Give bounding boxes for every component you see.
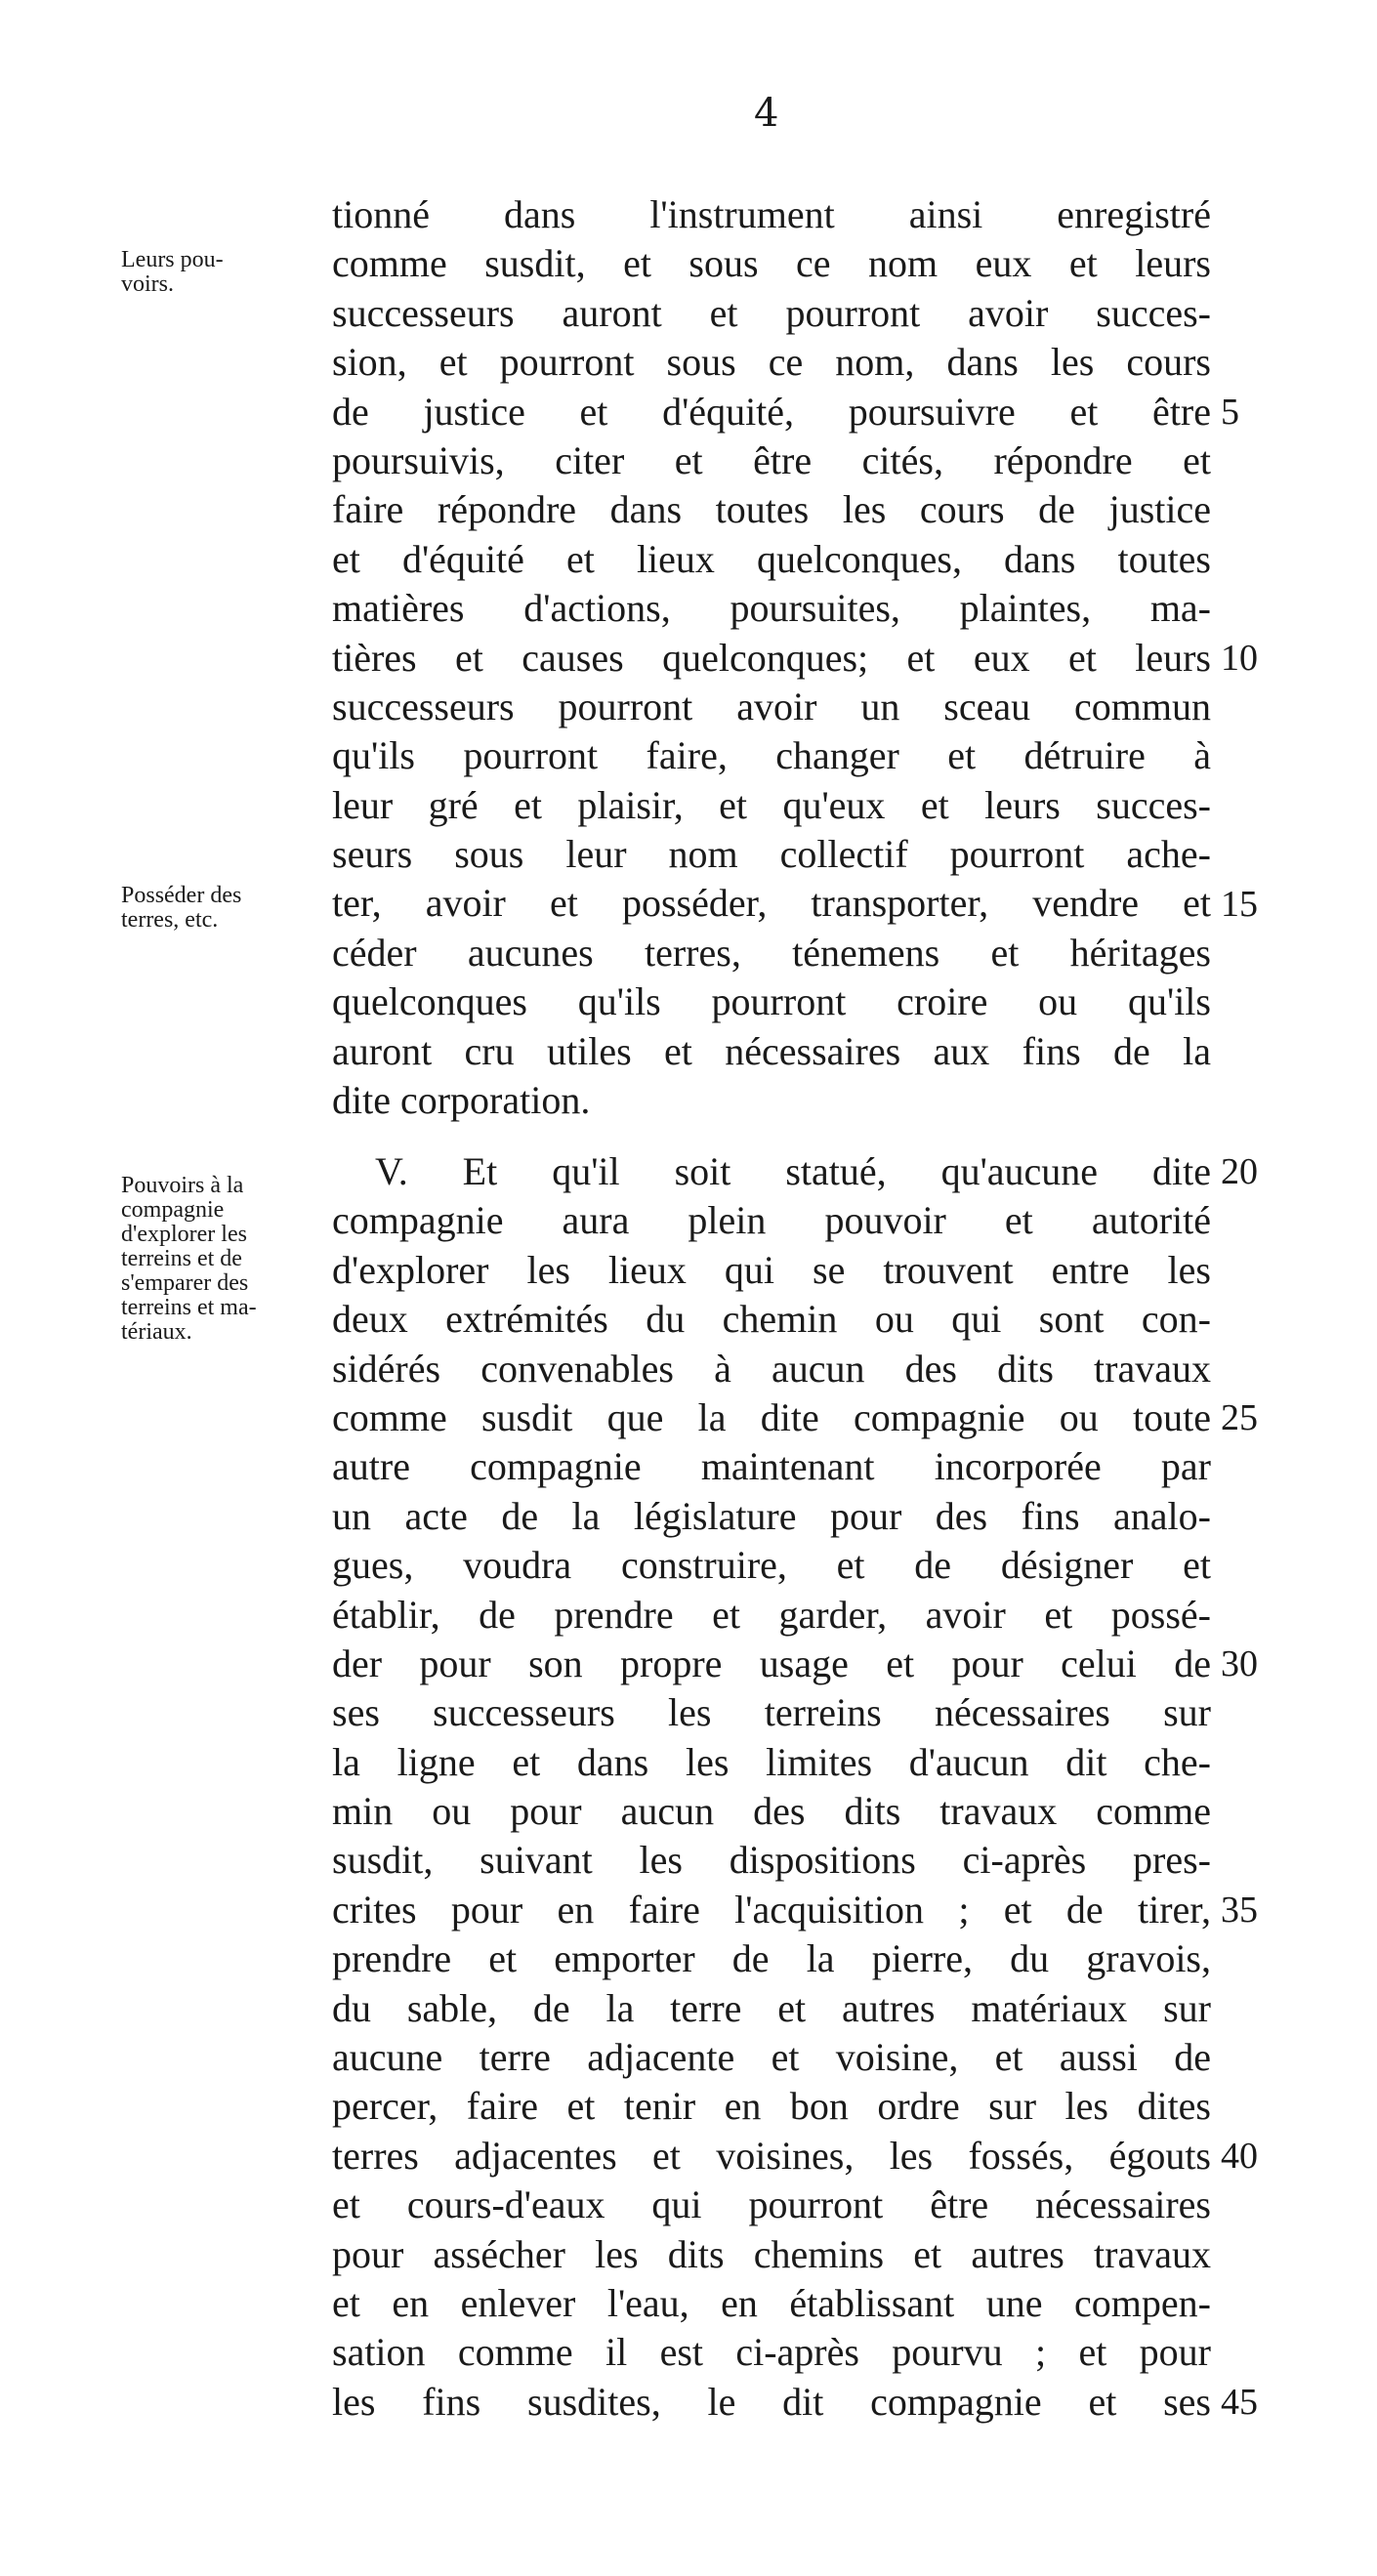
text-line: qu'ils pourront faire, changer et détruire à — [332, 733, 1211, 778]
text-line: V. Et qu'il soit statué, qu'aucune dite — [375, 1149, 1211, 1193]
text-line: ter, avoir et posséder, transporter, vendre et — [332, 881, 1211, 926]
text-line: sidérés convenables à aucun des dits travaux — [332, 1346, 1211, 1391]
text-line: et en enlever l'eau, en établissant une compen- — [332, 2280, 1211, 2325]
line-number: 40 — [1221, 2136, 1258, 2177]
margin-note-posseder-terres — [121, 884, 321, 933]
text-line: les fins susdites, le dit compagnie et ses — [332, 2379, 1211, 2424]
margin-note-line: Pouvoirs à la — [121, 1173, 244, 1198]
text-line: successeurs auront et pourront avoir succes- — [332, 290, 1211, 335]
margin-note-line: terreins et de — [121, 1246, 242, 1271]
text-line: crites pour en faire l'acquisition ; et de tirer, — [332, 1887, 1211, 1932]
text-line: deux extrémités du chemin ou qui sont con- — [332, 1297, 1211, 1342]
margin-note-line: Posséder des — [121, 883, 242, 908]
text-line: seurs sous leur nom collectif pourront ache- — [332, 832, 1211, 877]
text-line: susdit, suivant les dispositions ci-après pres- — [332, 1838, 1211, 1883]
line-number: 20 — [1221, 1151, 1258, 1192]
text-line: pour assécher les dits chemins et autres travaux — [332, 2231, 1211, 2276]
text-line: établir, de prendre et garder, avoir et possé- — [332, 1592, 1211, 1637]
text-line: et cours-d'eaux qui pourront être nécessaires — [332, 2182, 1211, 2227]
text-line: prendre et emporter de la pierre, du gravois, — [332, 1936, 1211, 1981]
text-line: sation comme il est ci-après pourvu ; et pour — [332, 2330, 1211, 2375]
text-line: successeurs pourront avoir un sceau commun — [332, 684, 1211, 728]
margin-note-line: terreins et ma- — [121, 1295, 257, 1320]
text-line: auront cru utiles et nécessaires aux fins de la — [332, 1028, 1211, 1073]
text-line: la ligne et dans les limites d'aucun dit che- — [332, 1739, 1211, 1784]
line-number: 45 — [1221, 2382, 1258, 2423]
line-number: 25 — [1221, 1397, 1258, 1438]
margin-note-line: tériaux. — [121, 1319, 192, 1345]
text-line: et d'équité et lieux quelconques, dans toutes — [332, 536, 1211, 581]
text-line: leur gré et plaisir, et qu'eux et leurs succes- — [332, 782, 1211, 827]
text-line: autre compagnie maintenant incorporée par — [332, 1444, 1211, 1489]
text-line: de justice et d'équité, poursuivre et être — [332, 389, 1211, 434]
text-line: dite corporation. — [332, 1078, 591, 1123]
text-line: sion, et pourront sous ce nom, dans les cours — [332, 340, 1211, 385]
margin-note-pouvoirs-compagnie — [121, 1174, 321, 1345]
margin-note-leurs-pouvoirs — [121, 248, 321, 297]
text-line: comme susdit que la dite compagnie ou toute — [332, 1394, 1211, 1439]
line-number: 5 — [1221, 392, 1239, 433]
text-line: poursuivis, citer et être cités, répondre et — [332, 437, 1211, 482]
text-line: tionné dans l'instrument ainsi enregistré — [332, 192, 1211, 236]
text-line: un acte de la législature pour des fins analo- — [332, 1493, 1211, 1538]
line-number: 35 — [1221, 1890, 1258, 1931]
line-number: 30 — [1221, 1643, 1258, 1684]
margin-note-line: compagnie — [121, 1197, 225, 1223]
text-line: céder aucunes terres, ténemens et héritages — [332, 930, 1211, 975]
margin-note-line: d'explorer les — [121, 1222, 247, 1247]
margin-note-line: terres, etc. — [121, 907, 219, 933]
text-line: gues, voudra construire, et de désigner et — [332, 1543, 1211, 1588]
margin-note-line: voirs. — [121, 271, 174, 297]
text-line: matières d'actions, poursuites, plaintes, ma- — [332, 586, 1211, 631]
text-line: percer, faire et tenir en bon ordre sur les dites — [332, 2084, 1211, 2129]
page-number: 4 — [754, 91, 779, 136]
text-line: tières et causes quelconques; et eux et leurs — [332, 635, 1211, 680]
text-line: comme susdit, et sous ce nom eux et leurs — [332, 241, 1211, 286]
margin-note-line: Leurs pou- — [121, 247, 224, 272]
line-number: 15 — [1221, 884, 1258, 925]
paragraph-continuation — [332, 190, 1211, 1125]
paragraph-section-v — [332, 1147, 1211, 2427]
text-line: aucune terre adjacente et voisine, et aussi de — [332, 2035, 1211, 2080]
text-line: terres adjacentes et voisines, les fossés, égouts — [332, 2133, 1211, 2178]
margin-note-line: s'emparer des — [121, 1270, 249, 1296]
text-line: du sable, de la terre et autres matériaux sur — [332, 1985, 1211, 2030]
text-line: quelconques qu'ils pourront croire ou qu'ils — [332, 979, 1211, 1024]
text-line: min ou pour aucun des dits travaux comme — [332, 1789, 1211, 1834]
text-line: ses successeurs les terreins nécessaires sur — [332, 1690, 1211, 1735]
text-line: faire répondre dans toutes les cours de justice — [332, 487, 1211, 532]
text-line: der pour son propre usage et pour celui de — [332, 1641, 1211, 1685]
text-line: d'explorer les lieux qui se trouvent entre les — [332, 1247, 1211, 1292]
text-line: compagnie aura plein pouvoir et autorité — [332, 1198, 1211, 1243]
line-number: 10 — [1221, 638, 1258, 679]
